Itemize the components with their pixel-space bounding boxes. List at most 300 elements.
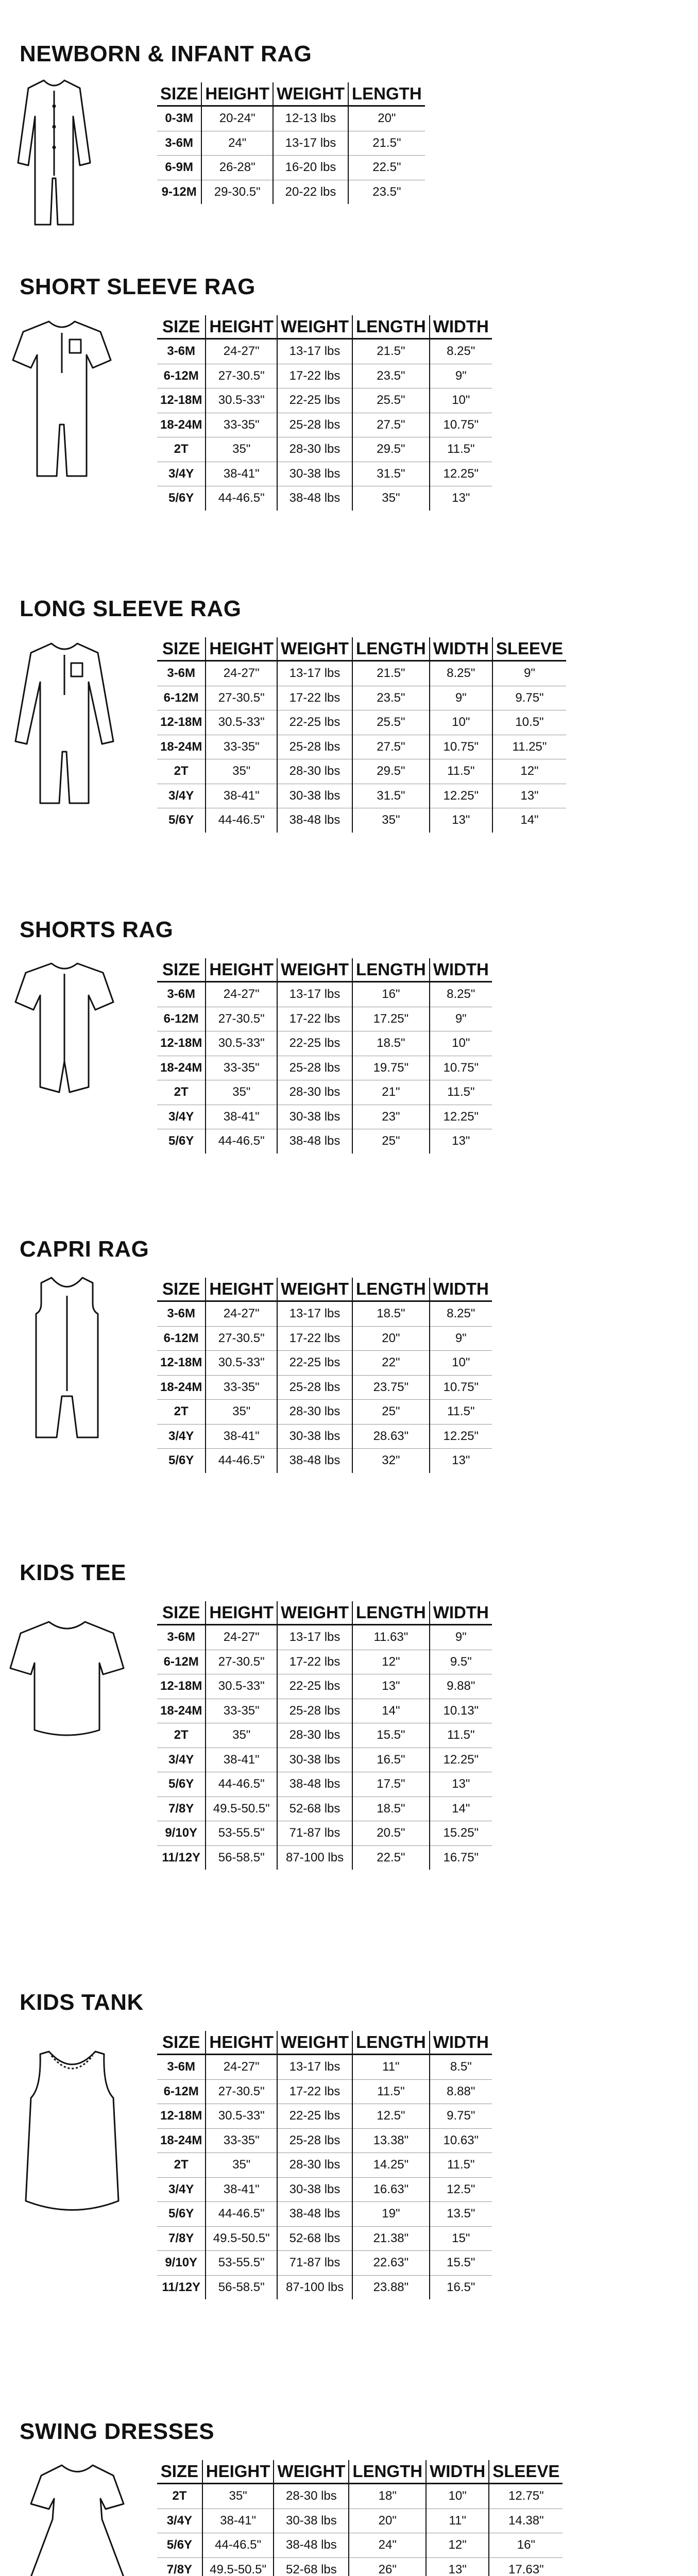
column-header: WEIGHT bbox=[277, 637, 352, 661]
table-row bbox=[157, 1723, 492, 1748]
column-header: WIDTH bbox=[430, 637, 492, 661]
column-header: LENGTH bbox=[352, 1601, 430, 1625]
value-cell: 12" bbox=[426, 2533, 489, 2558]
column-header: WEIGHT bbox=[277, 1278, 352, 1301]
table-row bbox=[157, 686, 566, 710]
column-header: SIZE bbox=[157, 1601, 206, 1625]
value-cell: 23.88" bbox=[352, 2275, 430, 2299]
table-header-row bbox=[157, 2031, 492, 2055]
value-cell: 10" bbox=[430, 1031, 492, 1056]
value-cell: 22.5" bbox=[352, 1845, 430, 1870]
table-row bbox=[157, 735, 566, 759]
section-title: NEWBORN & INFANT RAG bbox=[20, 41, 312, 66]
value-cell: 24-27" bbox=[206, 982, 277, 1007]
value-cell: 27.5" bbox=[352, 413, 430, 437]
size-cell: 5/6Y bbox=[157, 1449, 206, 1473]
value-cell: 12.25" bbox=[430, 1748, 492, 1772]
value-cell: 13" bbox=[492, 784, 566, 808]
value-cell: 30.5-33" bbox=[206, 2104, 277, 2129]
value-cell: 8.88" bbox=[430, 2079, 492, 2104]
size-cell: 6-12M bbox=[157, 1326, 206, 1351]
value-cell: 10.13" bbox=[430, 1699, 492, 1723]
value-cell: 22-25 lbs bbox=[277, 2104, 352, 2129]
value-cell: 10" bbox=[430, 710, 492, 735]
column-header: WIDTH bbox=[426, 2460, 489, 2484]
value-cell: 11.25" bbox=[492, 735, 566, 759]
size-cell: 2T bbox=[157, 1723, 206, 1748]
value-cell: 30.5-33" bbox=[206, 1031, 277, 1056]
size-table bbox=[157, 2031, 492, 2299]
value-cell: 11.5" bbox=[430, 1723, 492, 1748]
value-cell: 17-22 lbs bbox=[277, 1650, 352, 1674]
value-cell: 12" bbox=[492, 759, 566, 784]
size-cell: 5/6Y bbox=[157, 1129, 206, 1154]
size-cell: 2T bbox=[157, 2153, 206, 2178]
table-row bbox=[157, 1699, 492, 1723]
value-cell: 71-87 lbs bbox=[277, 2251, 352, 2276]
size-cell: 3/4Y bbox=[157, 1424, 206, 1449]
size-cell: 7/8Y bbox=[157, 2226, 206, 2251]
value-cell: 29.5" bbox=[352, 437, 430, 462]
value-cell: 9" bbox=[492, 661, 566, 686]
value-cell: 16.5" bbox=[352, 1748, 430, 1772]
value-cell: 30.5-33" bbox=[206, 710, 277, 735]
section-title: SHORTS RAG bbox=[20, 917, 174, 942]
size-cell: 6-12M bbox=[157, 364, 206, 388]
table-row bbox=[157, 2557, 563, 2576]
table-row bbox=[157, 1821, 492, 1846]
value-cell: 13-17 lbs bbox=[277, 339, 352, 364]
value-cell: 10" bbox=[430, 388, 492, 413]
table-header-row bbox=[157, 315, 492, 339]
tank-top-icon bbox=[15, 2046, 129, 2216]
table-row bbox=[157, 413, 492, 437]
size-cell: 3/4Y bbox=[157, 2509, 202, 2533]
value-cell: 38-48 lbs bbox=[274, 2533, 349, 2558]
table-header-row bbox=[157, 958, 492, 982]
value-cell: 13" bbox=[430, 1449, 492, 1473]
table-row bbox=[157, 2128, 492, 2153]
value-cell: 20-22 lbs bbox=[273, 180, 348, 204]
size-cell: 5/6Y bbox=[157, 2202, 206, 2227]
value-cell: 52-68 lbs bbox=[277, 1797, 352, 1821]
table-row bbox=[157, 106, 425, 131]
table-row bbox=[157, 1625, 492, 1650]
column-header: SIZE bbox=[157, 2031, 206, 2055]
column-header: SIZE bbox=[157, 2460, 202, 2484]
section-title: LONG SLEEVE RAG bbox=[20, 596, 242, 621]
value-cell: 38-41" bbox=[206, 1105, 277, 1129]
size-cell: 18-24M bbox=[157, 1056, 206, 1080]
value-cell: 10.75" bbox=[430, 1375, 492, 1400]
size-cell: 3/4Y bbox=[157, 462, 206, 486]
romper-long-sleeve-icon bbox=[15, 75, 93, 230]
value-cell: 44-46.5" bbox=[206, 1772, 277, 1797]
table-row bbox=[157, 2275, 492, 2299]
value-cell: 10" bbox=[426, 2484, 489, 2509]
column-header: SIZE bbox=[157, 637, 206, 661]
shorts-romper-icon bbox=[10, 958, 118, 1103]
value-cell: 16.63" bbox=[352, 2177, 430, 2202]
size-cell: 3/4Y bbox=[157, 2177, 206, 2202]
value-cell: 9" bbox=[430, 1007, 492, 1031]
value-cell: 30.5-33" bbox=[206, 388, 277, 413]
value-cell: 21.5" bbox=[348, 131, 425, 156]
column-header: SIZE bbox=[157, 82, 201, 106]
value-cell: 28.63" bbox=[352, 1424, 430, 1449]
size-cell: 5/6Y bbox=[157, 808, 206, 833]
column-header: SIZE bbox=[157, 1278, 206, 1301]
value-cell: 33-35" bbox=[206, 2128, 277, 2153]
column-header: HEIGHT bbox=[206, 958, 277, 982]
value-cell: 14.38" bbox=[489, 2509, 563, 2533]
value-cell: 23.5" bbox=[352, 364, 430, 388]
value-cell: 19" bbox=[352, 2202, 430, 2227]
column-header: LENGTH bbox=[352, 958, 430, 982]
column-header: LENGTH bbox=[352, 1278, 430, 1301]
value-cell: 22-25 lbs bbox=[277, 388, 352, 413]
value-cell: 23.5" bbox=[348, 180, 425, 204]
value-cell: 38-48 lbs bbox=[277, 808, 352, 833]
value-cell: 13" bbox=[430, 808, 492, 833]
value-cell: 8.5" bbox=[430, 2055, 492, 2080]
value-cell: 49.5-50.5" bbox=[206, 1797, 277, 1821]
value-cell: 33-35" bbox=[206, 1375, 277, 1400]
size-cell: 12-18M bbox=[157, 1031, 206, 1056]
value-cell: 8.25" bbox=[430, 339, 492, 364]
table-row bbox=[157, 1056, 492, 1080]
value-cell: 38-41" bbox=[206, 462, 277, 486]
swing-dress-icon bbox=[15, 2460, 139, 2576]
value-cell: 12.75" bbox=[489, 2484, 563, 2509]
value-cell: 21.5" bbox=[352, 339, 430, 364]
size-cell: 12-18M bbox=[157, 2104, 206, 2129]
column-header: WEIGHT bbox=[277, 2031, 352, 2055]
value-cell: 53-55.5" bbox=[206, 1821, 277, 1846]
value-cell: 10.75" bbox=[430, 1056, 492, 1080]
table-row bbox=[157, 1400, 492, 1425]
table-row bbox=[157, 2509, 563, 2533]
section-title: SWING DRESSES bbox=[20, 2419, 215, 2444]
value-cell: 35" bbox=[206, 1723, 277, 1748]
value-cell: 17-22 lbs bbox=[277, 686, 352, 710]
table-header-row bbox=[157, 82, 425, 106]
size-cell: 6-12M bbox=[157, 1650, 206, 1674]
value-cell: 28-30 lbs bbox=[274, 2484, 349, 2509]
value-cell: 30-38 lbs bbox=[277, 1424, 352, 1449]
value-cell: 11.5" bbox=[430, 1080, 492, 1105]
value-cell: 49.5-50.5" bbox=[206, 2226, 277, 2251]
value-cell: 17-22 lbs bbox=[277, 2079, 352, 2104]
value-cell: 12.5" bbox=[352, 2104, 430, 2129]
value-cell: 18.5" bbox=[352, 1031, 430, 1056]
value-cell: 20-24" bbox=[201, 106, 273, 131]
table-row bbox=[157, 1375, 492, 1400]
value-cell: 35" bbox=[352, 486, 430, 511]
value-cell: 11.5" bbox=[352, 2079, 430, 2104]
size-cell: 3/4Y bbox=[157, 784, 206, 808]
value-cell: 20.5" bbox=[352, 1821, 430, 1846]
value-cell: 24-27" bbox=[206, 1625, 277, 1650]
column-header: WEIGHT bbox=[277, 1601, 352, 1625]
value-cell: 22-25 lbs bbox=[277, 1674, 352, 1699]
value-cell: 15.5" bbox=[352, 1723, 430, 1748]
value-cell: 25.5" bbox=[352, 388, 430, 413]
value-cell: 22-25 lbs bbox=[277, 1351, 352, 1376]
value-cell: 25-28 lbs bbox=[277, 1375, 352, 1400]
table-row bbox=[157, 982, 492, 1007]
value-cell: 28-30 lbs bbox=[277, 1080, 352, 1105]
column-header: HEIGHT bbox=[206, 1278, 277, 1301]
value-cell: 56-58.5" bbox=[206, 2275, 277, 2299]
value-cell: 44-46.5" bbox=[206, 1449, 277, 1473]
value-cell: 27-30.5" bbox=[206, 686, 277, 710]
size-cell: 5/6Y bbox=[157, 486, 206, 511]
value-cell: 24-27" bbox=[206, 661, 277, 686]
value-cell: 9.75" bbox=[492, 686, 566, 710]
value-cell: 30-38 lbs bbox=[277, 784, 352, 808]
value-cell: 9" bbox=[430, 1326, 492, 1351]
value-cell: 28-30 lbs bbox=[277, 1723, 352, 1748]
value-cell: 38-41" bbox=[206, 1748, 277, 1772]
romper-short-sleeve-icon bbox=[10, 316, 113, 481]
value-cell: 10" bbox=[430, 1351, 492, 1376]
value-cell: 17.25" bbox=[352, 1007, 430, 1031]
value-cell: 13-17 lbs bbox=[277, 1301, 352, 1327]
size-cell: 12-18M bbox=[157, 710, 206, 735]
size-cell: 2T bbox=[157, 1400, 206, 1425]
size-cell: 7/8Y bbox=[157, 2557, 202, 2576]
size-table bbox=[157, 82, 425, 204]
value-cell: 11.5" bbox=[430, 759, 492, 784]
value-cell: 14" bbox=[492, 808, 566, 833]
size-cell: 2T bbox=[172, 2489, 187, 2503]
value-cell: 25-28 lbs bbox=[277, 1056, 352, 1080]
value-cell: 20" bbox=[352, 1326, 430, 1351]
value-cell: 22-25 lbs bbox=[277, 1031, 352, 1056]
value-cell: 24" bbox=[349, 2533, 426, 2558]
size-cell: 3/4Y bbox=[157, 1748, 206, 1772]
value-cell: 30-38 lbs bbox=[277, 462, 352, 486]
size-cell: 2T bbox=[157, 759, 206, 784]
value-cell: 11.63" bbox=[352, 1625, 430, 1650]
value-cell: 38-48 lbs bbox=[277, 2202, 352, 2227]
size-cell: 6-12M bbox=[157, 2079, 206, 2104]
table-row bbox=[157, 759, 566, 784]
table-header-row bbox=[157, 1278, 492, 1301]
value-cell: 10.63" bbox=[430, 2128, 492, 2153]
value-cell: 28-30 lbs bbox=[277, 2153, 352, 2178]
size-cell: 12-18M bbox=[157, 388, 206, 413]
value-cell: 27-30.5" bbox=[206, 364, 277, 388]
size-cell: 3-6M bbox=[167, 344, 196, 359]
size-table bbox=[157, 1601, 492, 1870]
column-header: HEIGHT bbox=[206, 315, 277, 339]
size-cell: 18-24M bbox=[157, 413, 206, 437]
value-cell: 18.5" bbox=[352, 1301, 430, 1327]
value-cell: 44-46.5" bbox=[206, 486, 277, 511]
size-table bbox=[157, 637, 566, 833]
value-cell: 13" bbox=[352, 1674, 430, 1699]
value-cell: 49.5-50.5" bbox=[202, 2557, 274, 2576]
table-row bbox=[157, 1129, 492, 1154]
value-cell: 8.25" bbox=[430, 661, 492, 686]
value-cell: 11" bbox=[426, 2509, 489, 2533]
value-cell: 8.25" bbox=[430, 982, 492, 1007]
value-cell: 15.5" bbox=[430, 2251, 492, 2276]
table-row bbox=[157, 2177, 492, 2202]
value-cell: 30-38 lbs bbox=[277, 1748, 352, 1772]
value-cell: 11.5" bbox=[430, 437, 492, 462]
value-cell: 24" bbox=[201, 131, 273, 156]
table-row bbox=[157, 180, 425, 204]
value-cell: 9.75" bbox=[430, 2104, 492, 2129]
size-cell: 6-9M bbox=[157, 156, 201, 180]
value-cell: 10.75" bbox=[430, 735, 492, 759]
value-cell: 22.63" bbox=[352, 2251, 430, 2276]
value-cell: 35" bbox=[202, 2484, 274, 2509]
value-cell: 87-100 lbs bbox=[277, 2275, 352, 2299]
size-cell: 18-24M bbox=[157, 1699, 206, 1723]
value-cell: 28-30 lbs bbox=[277, 437, 352, 462]
table-row bbox=[157, 2055, 492, 2080]
tee-shirt-icon bbox=[8, 1617, 126, 1740]
value-cell: 13-17 lbs bbox=[277, 982, 352, 1007]
column-header: LENGTH bbox=[352, 2031, 430, 2055]
value-cell: 38-41" bbox=[206, 1424, 277, 1449]
value-cell: 25" bbox=[352, 1400, 430, 1425]
table-row bbox=[157, 1797, 492, 1821]
value-cell: 9.5" bbox=[430, 1650, 492, 1674]
value-cell: 52-68 lbs bbox=[274, 2557, 349, 2576]
size-cell: 12-18M bbox=[157, 1351, 206, 1376]
value-cell: 56-58.5" bbox=[206, 1845, 277, 1870]
value-cell: 20" bbox=[349, 2509, 426, 2533]
value-cell: 12-13 lbs bbox=[273, 106, 348, 131]
value-cell: 10.5" bbox=[492, 710, 566, 735]
column-header: WEIGHT bbox=[277, 315, 352, 339]
table-row bbox=[157, 1105, 492, 1129]
size-cell: 5/6Y bbox=[157, 2533, 202, 2558]
section-title: CAPRI RAG bbox=[20, 1236, 149, 1262]
value-cell: 38-48 lbs bbox=[277, 1772, 352, 1797]
value-cell: 13" bbox=[430, 1129, 492, 1154]
value-cell: 13.38" bbox=[352, 2128, 430, 2153]
column-header: WEIGHT bbox=[274, 2460, 349, 2484]
value-cell: 8.25" bbox=[430, 1301, 492, 1327]
value-cell: 21" bbox=[352, 1080, 430, 1105]
value-cell: 35" bbox=[206, 1400, 277, 1425]
value-cell: 25-28 lbs bbox=[277, 1699, 352, 1723]
size-cell: 9/10Y bbox=[157, 1821, 206, 1846]
value-cell: 35" bbox=[206, 2153, 277, 2178]
table-row bbox=[157, 1424, 492, 1449]
value-cell: 24-27" bbox=[206, 1301, 277, 1327]
value-cell: 13.5" bbox=[430, 2202, 492, 2227]
value-cell: 38-48 lbs bbox=[277, 486, 352, 511]
column-header: LENGTH bbox=[349, 2460, 426, 2484]
value-cell: 27-30.5" bbox=[206, 2079, 277, 2104]
table-row bbox=[157, 1351, 492, 1376]
table-row bbox=[157, 2202, 492, 2227]
value-cell: 38-41" bbox=[206, 784, 277, 808]
value-cell: 11.5" bbox=[430, 2153, 492, 2178]
value-cell: 29-30.5" bbox=[201, 180, 273, 204]
value-cell: 87-100 lbs bbox=[277, 1845, 352, 1870]
value-cell: 26" bbox=[349, 2557, 426, 2576]
table-row bbox=[157, 1007, 492, 1031]
column-header: WIDTH bbox=[430, 315, 492, 339]
section-title: KIDS TANK bbox=[20, 1990, 144, 2015]
table-row bbox=[157, 2226, 492, 2251]
table-row bbox=[157, 1080, 492, 1105]
table-row bbox=[157, 1674, 492, 1699]
value-cell: 25-28 lbs bbox=[277, 413, 352, 437]
value-cell: 33-35" bbox=[206, 1699, 277, 1723]
value-cell: 35" bbox=[352, 808, 430, 833]
table-row bbox=[157, 1449, 492, 1473]
value-cell: 9" bbox=[430, 364, 492, 388]
size-cell: 3/4Y bbox=[157, 1105, 206, 1129]
table-row bbox=[157, 1031, 492, 1056]
value-cell: 53-55.5" bbox=[206, 2251, 277, 2276]
size-cell: 6-12M bbox=[157, 1007, 206, 1031]
column-header: LENGTH bbox=[352, 315, 430, 339]
size-cell: 3-6M bbox=[167, 1307, 196, 1321]
value-cell: 23" bbox=[352, 1105, 430, 1129]
value-cell: 17-22 lbs bbox=[277, 364, 352, 388]
size-cell: 12-18M bbox=[157, 1674, 206, 1699]
size-table bbox=[157, 958, 492, 1154]
romper-long-sleeve-pocket-icon bbox=[10, 638, 118, 808]
value-cell: 44-46.5" bbox=[206, 1129, 277, 1154]
value-cell: 23.5" bbox=[352, 686, 430, 710]
table-header-row bbox=[157, 1601, 492, 1625]
value-cell: 38-41" bbox=[202, 2509, 274, 2533]
column-header: WIDTH bbox=[430, 1601, 492, 1625]
value-cell: 12.25" bbox=[430, 784, 492, 808]
value-cell: 13-17 lbs bbox=[277, 2055, 352, 2080]
value-cell: 12.25" bbox=[430, 462, 492, 486]
size-cell: 0-3M bbox=[165, 111, 194, 126]
value-cell: 13" bbox=[430, 486, 492, 511]
table-row bbox=[157, 388, 492, 413]
value-cell: 15.25" bbox=[430, 1821, 492, 1846]
table-row bbox=[157, 2251, 492, 2276]
value-cell: 28-30 lbs bbox=[277, 1400, 352, 1425]
column-header: LENGTH bbox=[348, 82, 425, 106]
value-cell: 21.5" bbox=[352, 661, 430, 686]
column-header: HEIGHT bbox=[202, 2460, 274, 2484]
size-cell: 3-6M bbox=[167, 987, 196, 1002]
value-cell: 17.5" bbox=[352, 1772, 430, 1797]
value-cell: 27-30.5" bbox=[206, 1650, 277, 1674]
table-row bbox=[157, 131, 425, 156]
value-cell: 44-46.5" bbox=[206, 808, 277, 833]
column-header: SLEEVE bbox=[492, 637, 566, 661]
size-table bbox=[157, 2460, 563, 2576]
size-table bbox=[157, 1278, 492, 1473]
column-header: WIDTH bbox=[430, 2031, 492, 2055]
size-cell: 18-24M bbox=[157, 735, 206, 759]
value-cell: 27-30.5" bbox=[206, 1007, 277, 1031]
table-row bbox=[157, 2079, 492, 2104]
table-header-row bbox=[157, 637, 566, 661]
value-cell: 35" bbox=[206, 759, 277, 784]
column-header: HEIGHT bbox=[206, 2031, 277, 2055]
size-cell: 9-12M bbox=[157, 180, 201, 204]
value-cell: 26-28" bbox=[201, 156, 273, 180]
